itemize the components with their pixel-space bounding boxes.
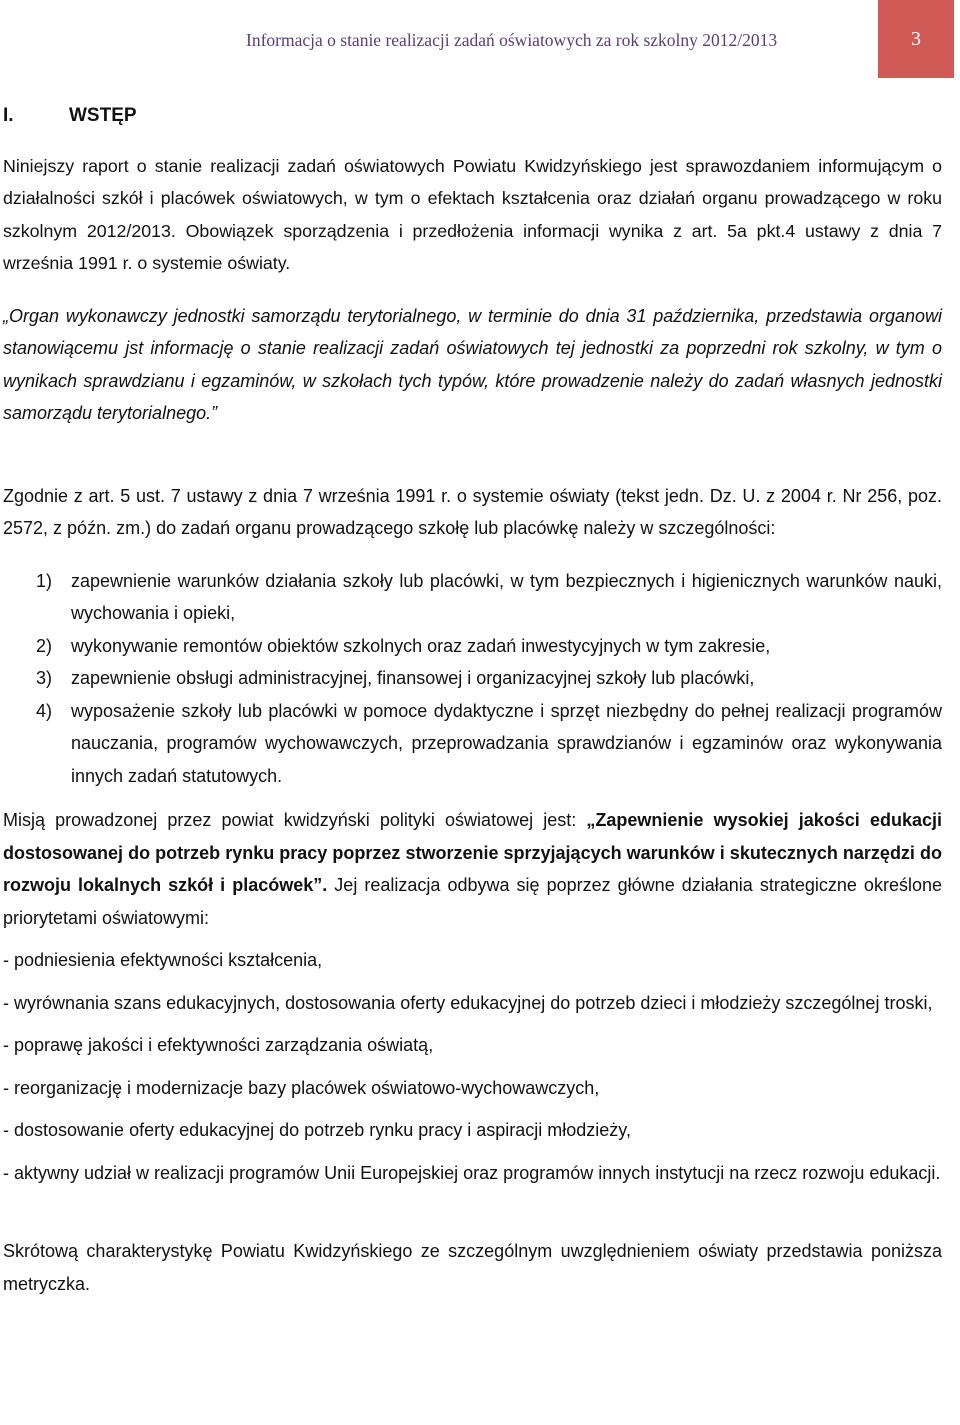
intro-paragraph: Niniejszy raport o stanie realizacji zadań oświatowych Powiatu Kwidzyńskiego jest sprawozdaniem informującym o działalności szkół i placówek oświatowych, w tym o efektach kształcenia oraz działań organu prowadzącego w roku szkolnym 2012/2013. Obowiązek sporządzenia i przedłożenia informacji wynika z art. 5a pkt.4 ustawy z dnia 7 września 1991 r. o systemie oświaty. bbox=[3, 155, 942, 273]
list-item-text: wykonywanie remontów obiektów szkolnych oraz zadań inwestycyjnych w tym zakresie, bbox=[71, 635, 771, 656]
mission-paragraph bbox=[3, 804, 942, 934]
page-number: 3 bbox=[911, 27, 921, 50]
priority-item: - dostosowanie oferty edukacyjnej do potrzeb rynku pracy i aspiracji młodzieży, bbox=[3, 1120, 631, 1140]
document-body bbox=[3, 100, 942, 1300]
closing-paragraph: Skrótową charakterystykę Powiatu Kwidzyńskiego ze szczególnym uwzględnieniem oświaty przedstawia poniższa metryczka. bbox=[3, 1241, 942, 1294]
priority-list bbox=[3, 944, 942, 1189]
list-item bbox=[3, 662, 942, 695]
list-item-text: zapewnienie obsługi administracyjnej, finansowej i organizacyjnej szkoły lub placówki, bbox=[71, 668, 755, 688]
list-item-number: 2) bbox=[36, 635, 53, 656]
mission-statement: „Zapewnienie wysokiej jakości edukacji dostosowanej do potrzeb rynku pracy poprzez stworzenie sprzyjających warunków i skutecznych narzędzi do rozwoju lokalnych szkół i placówek”. bbox=[3, 810, 942, 895]
list-item bbox=[3, 695, 942, 793]
list-item bbox=[3, 630, 942, 663]
priority-item: - wyrównania szans edukacyjnych, dostosowania oferty edukacyjnej do potrzeb dzieci i młodzieży szczególnej troski, bbox=[3, 992, 933, 1013]
priority-item: - poprawę jakości i efektywności zarządzania oświatą, bbox=[3, 1035, 434, 1055]
list-item-text: wyposażenie szkoły lub placówki w pomoce dydaktyczne i sprzęt niezbędny do pełnej realizacji programów nauczania, programów wychowawczych, przeprowadzania sprawdzianów i egzaminów oraz wykonywania innych zadań statutowych. bbox=[71, 700, 942, 786]
mission-lead: Misją prowadzonej przez powiat kwidzyński polityki oświatowej jest: bbox=[3, 810, 587, 830]
mission-tail: Jej realizacja odbywa się poprzez główne działania strategiczne określone priorytetami oświatowymi: bbox=[3, 875, 942, 928]
list-item-text: zapewnienie warunków działania szkoły lub placówki, w tym bezpiecznych i higienicznych warunków nauki, wychowania i opieki, bbox=[71, 570, 942, 623]
list-item-number: 4) bbox=[36, 700, 53, 721]
page-number-badge bbox=[878, 0, 954, 78]
running-header-title: Informacja o stanie realizacji zadań oświatowych za rok szkolny 2012/2013 bbox=[246, 30, 778, 50]
section-number: I. bbox=[3, 105, 14, 126]
priority-item: - aktywny udział w realizacji programów Unii Europejskiej oraz programów innych instytucji na rzecz rozwoju edukacji. bbox=[3, 1162, 941, 1183]
legal-quote: „Organ wykonawczy jednostki samorządu terytorialnego, w terminie do dnia 31 października, przedstawia organowi stanowiącemu jst informację o stanie realizacji zadań oświatowych tej jednostki za poprzedni rok szkolny, w tym o wynikach sprawdzianu i egzaminów, w szkołach tych typów, które prowadzenie należy do zadań własnych jednostki samorządu terytorialnego.” bbox=[3, 305, 942, 423]
list-item-number: 1) bbox=[36, 570, 53, 591]
list-item bbox=[3, 565, 942, 630]
legal-paragraph: Zgodnie z art. 5 ust. 7 ustawy z dnia 7 września 1991 r. o systemie oświaty (tekst jedn. Dz. U. z 2004 r. Nr 256, poz. 2572, z późn. zm.) do zadań organu prowadzącego szkołę lub placówkę należy w szczególności: bbox=[3, 485, 942, 538]
section-heading bbox=[3, 100, 942, 133]
section-title: WSTĘP bbox=[69, 105, 137, 126]
list-item-number: 3) bbox=[36, 668, 53, 688]
priority-item: - reorganizację i modernizacje bazy placówek oświatowo-wychowawczych, bbox=[3, 1077, 600, 1098]
task-list bbox=[3, 565, 942, 793]
priority-item: - podniesienia efektywności kształcenia, bbox=[3, 950, 323, 970]
